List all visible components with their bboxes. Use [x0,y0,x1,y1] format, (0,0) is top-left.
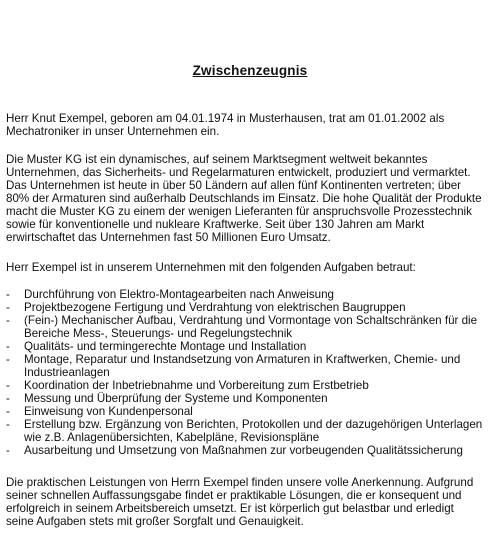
list-item [6,353,496,379]
text-line: 80% der Armaturen sind außerhalb Deutschlands im Einsatz. Die hohe Qualität der Produkte [6,192,482,205]
text-line: Die Muster KG ist ein dynamisches, auf seinem Marktsegment weltweit bekanntes [6,153,428,166]
text-line: Industrieanlagen [24,366,110,379]
text-line: Das Unternehmen ist heute in über 50 Ländern auf allen fünf Kontinenten vertreten; über [6,179,462,192]
text-line: Herr Knut Exempel, geboren am 04.01.1974 in Musterhausen, trat am 01.01.2002 als [6,112,445,125]
bullet-dash: - [6,340,10,353]
task-list [6,288,496,457]
bullet-dash: - [6,379,10,392]
list-item [6,314,496,340]
text-line: seine Aufgaben stets mit großer Sorgfalt und Genauigkeit. [6,515,304,528]
intro-paragraph [6,112,496,138]
tasks-intro: Herr Exempel ist in unserem Unternehmen mit den folgenden Aufgaben betraut: [6,261,416,274]
list-item [6,392,496,405]
list-item [6,301,496,314]
bullet-dash: - [6,353,10,366]
text-line: Messung und Überprüfung der Systeme und Komponenten [24,392,328,405]
bullet-dash: - [6,314,10,327]
text-line: (Fein-) Mechanischer Aufbau, Verdrahtung und Vormontage von Schaltschränken für die [24,314,478,327]
list-item [6,444,496,457]
bullet-dash: - [6,418,10,431]
bullet-dash: - [6,444,10,457]
text-line: erfolgreich in seinem Arbeitsbereich umsetzt. Er ist körperlich gut belastbar und erledigt [6,502,454,515]
list-item [6,418,496,444]
text-line: Projektbezogene Fertigung und Verdrahtung von elektrischen Baugruppen [24,301,406,314]
text-line: Ausarbeitung und Umsetzung von Maßnahmen zur vorbeugenden Qualitätssicherung [24,444,463,457]
list-item [6,379,496,392]
bullet-dash: - [6,392,10,405]
text-line: Unternehmen, das Sicherheits- und Regelarmaturen entwickelt, produziert und vermarktet. [6,166,471,179]
bullet-dash: - [6,405,10,418]
bullet-dash: - [6,301,10,314]
text-line: macht die Muster KG zu einem der wenigen Lieferanten für anspruchsvolle Prozesstechnik [6,205,472,218]
text-line: Die praktischen Leistungen von Herrn Exempel finden unsere volle Anerkennung. Aufgrund [6,476,474,489]
list-item [6,288,496,301]
text-line: Bereiche Mess-, Steuerungs- und Regelungstechnik [24,327,293,340]
text-line: Durchführung von Elektro-Montagearbeiten nach Anweisung [24,288,335,301]
performance-paragraph [6,476,496,528]
text-line: seiner schnellen Auffassungsgabe findet er praktikable Lösungen, die er konsequent und [6,489,462,502]
text-line: Qualitäts- und termingerechte Montage und Installation [24,340,307,353]
text-line: Koordination der Inbetriebnahme und Vorbereitung zum Erstbetrieb [24,379,369,392]
text-line: Einweisung von Kundenpersonal [24,405,193,418]
company-paragraph [6,153,496,244]
text-line: Erstellung bzw. Ergänzung von Berichten, Protokollen und der dazugehörigen Unterlagen [24,418,483,431]
text-line: Montage, Reparatur und Instandsetzung von Armaturen in Kraftwerken, Chemie- und [24,353,461,366]
list-item [6,340,496,353]
list-item [6,405,496,418]
text-line: erwirtschaftet das Unternehmen fast 50 Millionen Euro Umsatz. [6,231,331,244]
text-line: sowie für konventionelle und nukleare Kraftwerke. Seit über 130 Jahren am Markt [6,218,425,231]
bullet-dash: - [6,288,10,301]
text-line: Mechatroniker in unser Unternehmen ein. [6,125,220,138]
document-title: Zwischenzeugnis [192,63,308,78]
text-line: wie z.B. Anlagenübersichten, Kabelpläne, Revisionspläne [24,431,320,444]
